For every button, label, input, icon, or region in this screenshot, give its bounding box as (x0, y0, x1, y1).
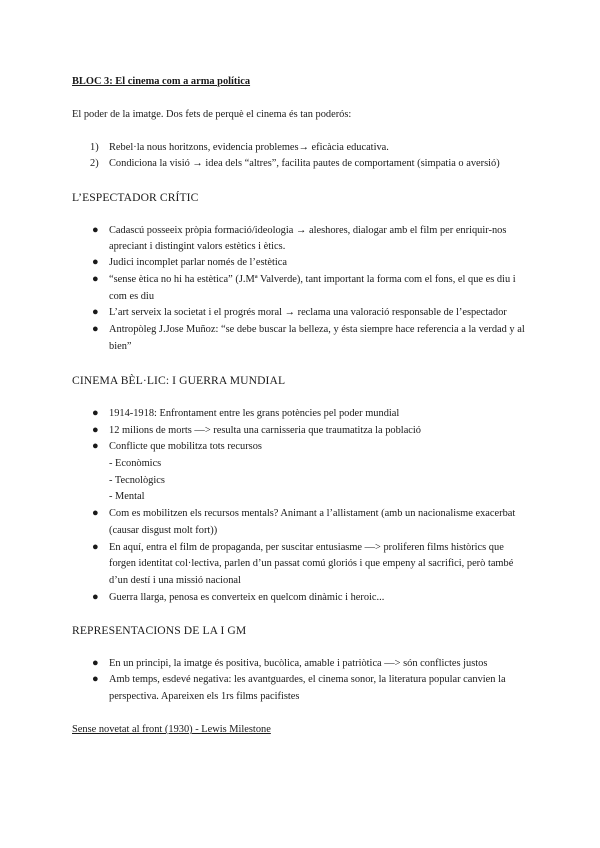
list-item-line: d’un destí i una missió nacional (109, 575, 241, 586)
bullet-icon: ● (92, 440, 99, 452)
list-subitem: - Mental (109, 491, 145, 502)
list-item-line: Cadascú posseeix pròpia formació/ideologia → aleshores, dialogar amb el film per enriquir-nos (109, 225, 507, 236)
list-subitem: - Tecnològics (109, 475, 165, 486)
list-item-line: apreciant i distingint valors estètics i ètics. (109, 241, 286, 252)
numbered-item: Condiciona la visió → idea dels “altres”, facilita pautes de comportament (simpatia o aversió) (109, 158, 500, 169)
section-heading-representacions: REPRESENTACIONS DE LA I GM (72, 624, 247, 637)
list-subitem: - Econòmics (109, 458, 162, 469)
film-heading: Sense novetat al front (1930) - Lewis Milestone (72, 724, 271, 735)
numbered-item: Rebel·la nous horitzons, evidencia problemes→ eficàcia educativa. (109, 142, 389, 153)
list-item-line: Amb temps, esdevé negativa: les avantguardes, el cinema sonor, la literatura popular canvien la (109, 674, 506, 685)
bullet-icon: ● (92, 256, 99, 268)
list-item-line: L’art serveix la societat i el progrés moral → reclama una valoració responsable de l’espectador (109, 307, 507, 318)
bullet-icon: ● (92, 541, 99, 553)
list-item-line: bien” (109, 341, 132, 352)
list-item-line: perspectiva. Apareixen els 1rs films pacifistes (109, 691, 300, 702)
list-item-line: (causar disgust molt fort)) (109, 525, 218, 536)
list-item-line: Conflicte que mobilitza tots recursos (109, 441, 262, 452)
bullet-icon: ● (92, 306, 99, 318)
list-item-line: 12 milions de morts —> resulta una carnisseria que traumatitza la població (109, 425, 422, 436)
list-item-line: com es diu (109, 291, 155, 302)
list-item-line: En un principi, la imatge és positiva, bucòlica, amable i patriòtica —> són conflictes justos (109, 658, 488, 669)
list-item-line: Antropòleg J.Jose Muñoz: “se debe buscar la belleza, y ésta siempre hace referencia a la verdad y al (109, 324, 525, 335)
list-item-line: Com es mobilitzen els recursos mentals? Animant a l’allistament (amb un nacionalisme exacerbat (109, 508, 516, 519)
list-item-line: Guerra llarga, penosa es converteix en quelcom dinàmic i heroic... (109, 592, 385, 603)
section-heading-espectador: L’ESPECTADOR CRÍTIC (72, 191, 199, 204)
bullet-icon: ● (92, 273, 99, 285)
list-item-line: 1914-1918: Enfrontament entre les grans potències pel poder mundial (109, 408, 400, 419)
bullet-icon: ● (92, 407, 99, 419)
intro-paragraph: El poder de la imatge. Dos fets de perquè el cinema és tan poderós: (72, 109, 352, 120)
bullet-icon: ● (92, 657, 99, 669)
bullet-icon: ● (92, 591, 99, 603)
list-item-line: “sense ètica no hi ha estètica” (J.Mª Valverde), tant important la forma com el fons, el que es diu i (109, 274, 516, 285)
bullet-icon: ● (92, 424, 99, 436)
bullet-icon: ● (92, 323, 99, 335)
bullet-icon: ● (92, 673, 99, 685)
bullet-icon: ● (92, 224, 99, 236)
section-heading-cinema-bellic: CINEMA BÈL·LIC: I GUERRA MUNDIAL (72, 374, 286, 387)
document-title: BLOC 3: El cinema com a arma política (72, 76, 251, 87)
numbered-marker: 1) (90, 142, 99, 153)
bullet-icon: ● (92, 507, 99, 519)
numbered-marker: 2) (90, 158, 99, 169)
list-item-line: forgen identitat col·lectiva, parlen d’un passat comú gloriós i que empeny al sacrifici, però també (109, 558, 514, 569)
list-item-line: En aquí, entra el film de propaganda, per suscitar entusiasme —> proliferen films històrics que (109, 542, 504, 553)
list-item-line: Judici incomplet parlar només de l’estètica (109, 257, 288, 268)
